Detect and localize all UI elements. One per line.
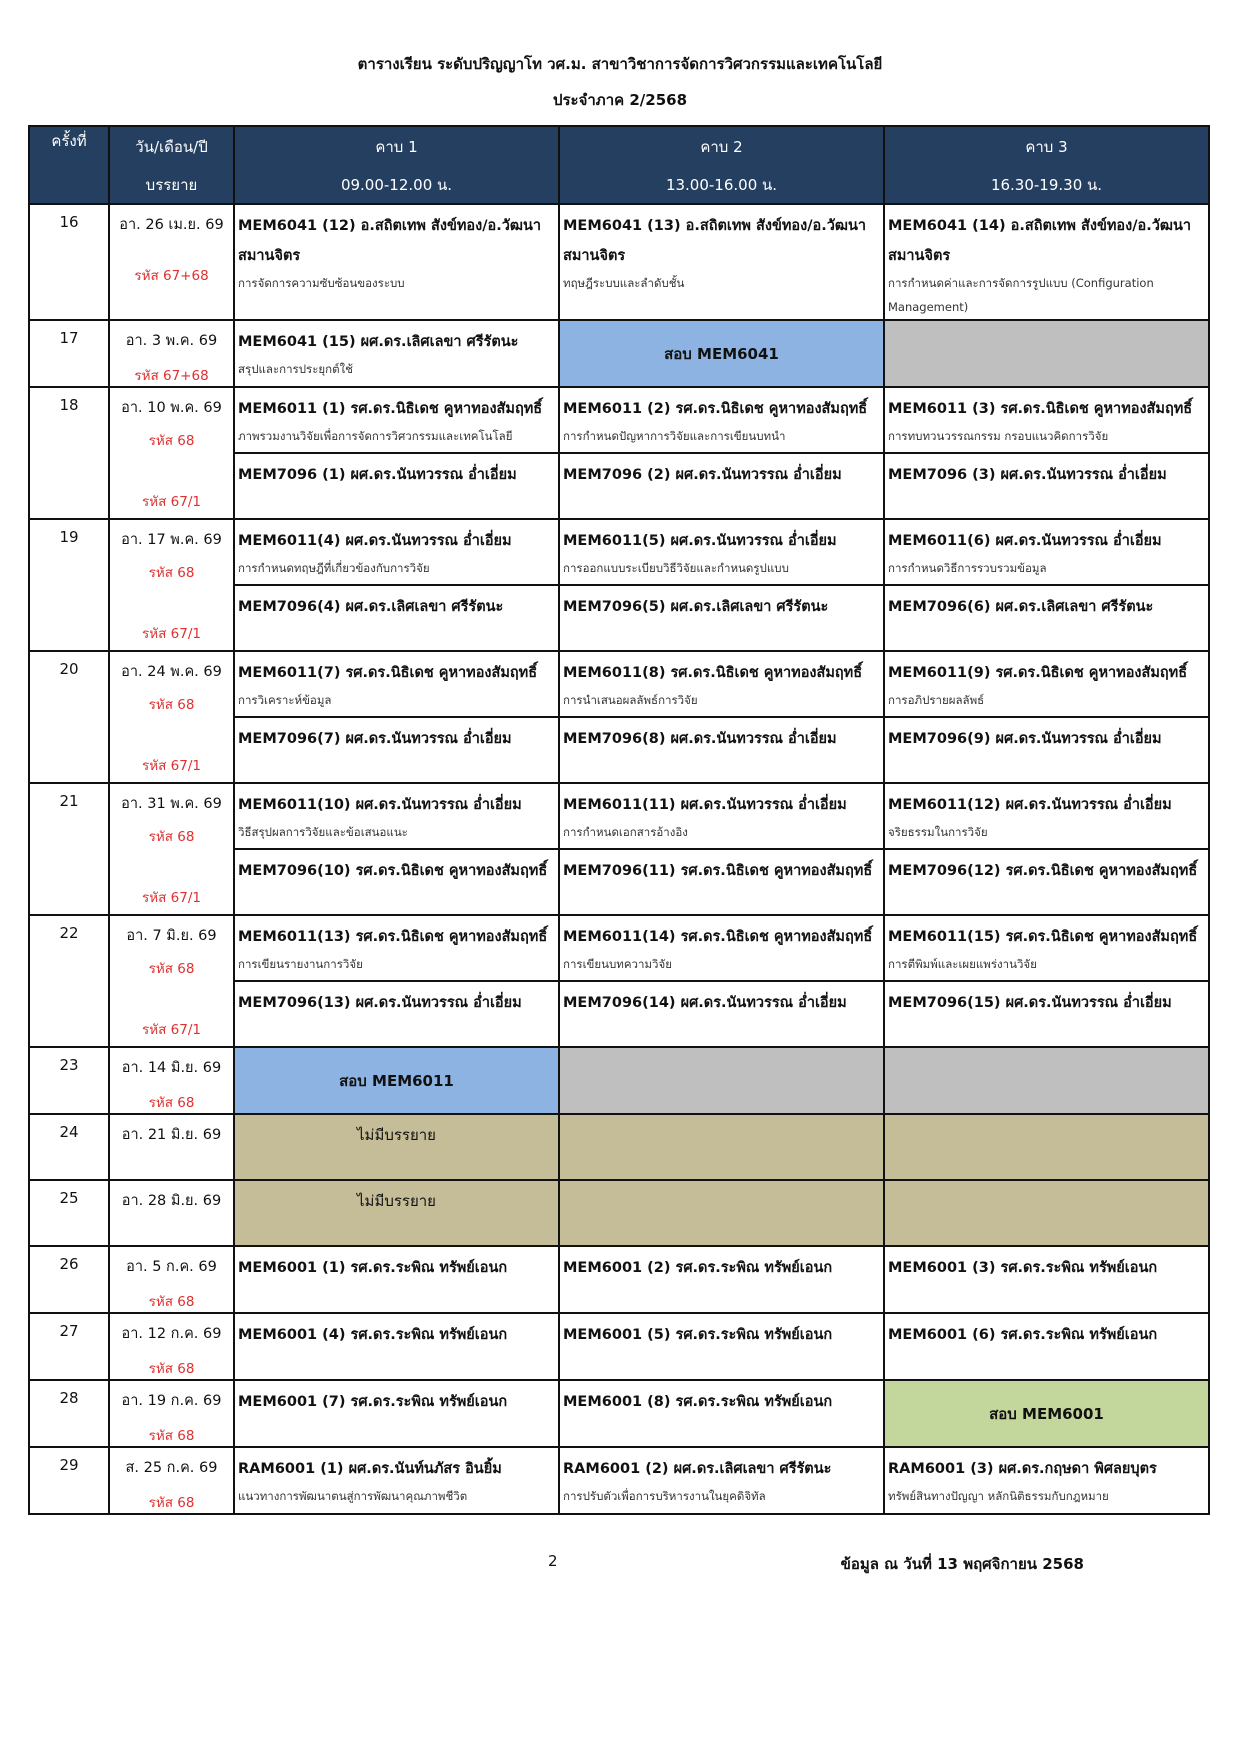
lesson-title: MEM7096(10) รศ.ดร.นิธิเดช คูหาทองสัมฤทธิ์ xyxy=(238,863,548,879)
student-code-secondary: รหัส 67/1 xyxy=(142,1022,201,1038)
session-number: 27 xyxy=(29,1313,109,1380)
lecture-date: อา. 28 มิ.ย. 69 xyxy=(121,1193,222,1209)
data-date-note: ข้อมูล ณ วันที่ 13 พฤศจิกายน 2568 xyxy=(840,1555,1084,1573)
session-number: 22 xyxy=(29,915,109,1047)
lesson-title: MEM6011(6) ผศ.ดร.นันทวรรณ อ่ำเอี่ยม xyxy=(888,533,1162,549)
lecture-date-cell xyxy=(109,519,234,651)
student-code-secondary: รหัส 67/1 xyxy=(142,890,201,906)
lesson-cell xyxy=(884,783,1209,849)
lesson-cell xyxy=(884,981,1209,1047)
semester-subtitle: ประจำภาค 2/2568 xyxy=(552,91,688,109)
session-number: 25 xyxy=(29,1180,109,1246)
session-number: 19 xyxy=(29,519,109,651)
exam-cell: สอบ MEM6041 xyxy=(559,320,884,387)
lesson-cell xyxy=(559,981,884,1047)
lesson-topic: การกำหนดวิธีการรวบรวมข้อมูล xyxy=(888,561,1047,575)
lesson-cell xyxy=(884,651,1209,717)
lesson-title: MEM6041 (14) อ.สถิตเทพ สังข์ทอง/อ.วัฒนา สมานจิตร xyxy=(888,218,1192,264)
schedule-row xyxy=(29,783,1209,849)
schedule-row xyxy=(29,1313,1209,1380)
lecture-date: อา. 10 พ.ค. 69 xyxy=(121,400,222,416)
session-number: 17 xyxy=(29,320,109,387)
lesson-title: RAM6001 (2) ผศ.ดร.เลิศเลขา ศรีรัตนะ xyxy=(563,1461,832,1477)
student-code-secondary: รหัส 67/1 xyxy=(142,494,201,510)
lesson-title: MEM7096(11) รศ.ดร.นิธิเดช คูหาทองสัมฤทธิ์ xyxy=(563,863,873,879)
header-session-no: ครั้งที่ xyxy=(29,126,109,166)
lesson-cell xyxy=(234,585,559,651)
lesson-title: MEM7096(5) ผศ.ดร.เลิศเลขา ศรีรัตนะ xyxy=(563,599,829,615)
student-code: รหัส 68 xyxy=(148,1495,195,1511)
lesson-cell xyxy=(234,519,559,585)
lesson-topic: การกำหนดทฤษฎีที่เกี่ยวข้องกับการวิจัย xyxy=(238,561,430,575)
lesson-title: MEM6001 (1) รศ.ดร.ระพิณ ทรัพย์เอนก xyxy=(238,1260,508,1276)
lesson-topic: การวิเคราะห์ข้อมูล xyxy=(238,693,332,707)
student-code-secondary: รหัส 67/1 xyxy=(142,626,201,642)
header-time-2: 13.00-16.00 น. xyxy=(559,166,884,204)
lesson-title: MEM6011 (3) รศ.ดร.นิธิเดช คูหาทองสัมฤทธิ์ xyxy=(888,401,1193,417)
lesson-cell xyxy=(884,1246,1209,1313)
lesson-topic: สรุปและการประยุกต์ใช้ xyxy=(238,362,353,376)
lesson-topic: การจัดการความซับซ้อนของระบบ xyxy=(238,276,405,290)
lesson-cell xyxy=(234,1447,559,1514)
lesson-topic: การเขียนรายงานการวิจัย xyxy=(238,957,363,971)
exam-cell: สอบ MEM6011 xyxy=(234,1047,559,1114)
exam-cell: สอบ MEM6001 xyxy=(884,1380,1209,1447)
lesson-cell xyxy=(884,1313,1209,1380)
schedule-row xyxy=(29,519,1209,585)
lesson-cell xyxy=(234,204,559,320)
lecture-date: อา. 31 พ.ค. 69 xyxy=(121,796,222,812)
lesson-cell xyxy=(234,783,559,849)
lesson-topic: จริยธรรมในการวิจัย xyxy=(888,825,988,839)
header-period-1: คาบ 1 xyxy=(234,126,559,166)
lesson-topic: การปรับตัวเพื่อการบริหารงานในยุคดิจิทัล xyxy=(563,1489,766,1503)
blank-cell xyxy=(884,1047,1209,1114)
header-time-3: 16.30-19.30 น. xyxy=(884,166,1209,204)
no-lecture-blank xyxy=(884,1180,1209,1246)
lecture-date-cell xyxy=(109,1380,234,1447)
lesson-cell xyxy=(884,519,1209,585)
lecture-date: อา. 14 มิ.ย. 69 xyxy=(121,1060,222,1076)
lesson-topic: การทบทวนวรรณกรรม กรอบแนวคิดการวิจัย xyxy=(888,429,1109,443)
lesson-title: MEM7096(14) ผศ.ดร.นันทวรรณ อ่ำเอี่ยม xyxy=(563,995,847,1011)
lesson-title: MEM6011(8) รศ.ดร.นิธิเดช คูหาทองสัมฤทธิ์ xyxy=(563,665,863,681)
lesson-title: MEM6001 (2) รศ.ดร.ระพิณ ทรัพย์เอนก xyxy=(563,1260,833,1276)
lesson-title: MEM7096(13) ผศ.ดร.นันทวรรณ อ่ำเอี่ยม xyxy=(238,995,522,1011)
lesson-topic: การกำหนดเอกสารอ้างอิง xyxy=(563,825,688,839)
lesson-cell xyxy=(559,453,884,519)
lesson-title: MEM7096 (1) ผศ.ดร.นันทวรรณ อ่ำเอี่ยม xyxy=(238,467,517,483)
lesson-title: MEM6011(9) รศ.ดร.นิธิเดช คูหาทองสัมฤทธิ์ xyxy=(888,665,1188,681)
schedule-row xyxy=(29,1246,1209,1313)
lesson-title: MEM6041 (15) ผศ.ดร.เลิศเลขา ศรีรัตนะ xyxy=(238,334,519,350)
lesson-topic: การเขียนบทความวิจัย xyxy=(563,957,672,971)
header-time-1: 09.00-12.00 น. xyxy=(234,166,559,204)
lesson-title: MEM6001 (7) รศ.ดร.ระพิณ ทรัพย์เอนก xyxy=(238,1394,508,1410)
lesson-title: MEM7096 (2) ผศ.ดร.นันทวรรณ อ่ำเอี่ยม xyxy=(563,467,842,483)
lesson-cell xyxy=(559,1380,884,1447)
lesson-topic: การกำหนดค่าและการจัดการรูปแบบ (Configuration Management) xyxy=(888,276,1154,314)
lecture-date-cell xyxy=(109,1246,234,1313)
lesson-cell xyxy=(559,915,884,981)
lesson-title: MEM6001 (5) รศ.ดร.ระพิณ ทรัพย์เอนก xyxy=(563,1327,833,1343)
lesson-cell xyxy=(234,981,559,1047)
student-code: รหัส 68 xyxy=(148,697,195,713)
session-number: 24 xyxy=(29,1114,109,1180)
header-session-blank xyxy=(29,166,109,204)
document-title: ตารางเรียน ระดับปริญญาโท วศ.ม. สาขาวิชาการจัดการวิศวกรรมและเทคโนโลยี xyxy=(357,55,883,73)
lecture-date-cell xyxy=(109,320,234,387)
lesson-title: MEM7096(12) รศ.ดร.นิธิเดช คูหาทองสัมฤทธิ์ xyxy=(888,863,1198,879)
lesson-cell xyxy=(559,204,884,320)
student-code: รหัส 67+68 xyxy=(134,268,209,284)
lesson-cell xyxy=(559,585,884,651)
lesson-cell xyxy=(559,783,884,849)
lesson-cell xyxy=(559,717,884,783)
lesson-topic: ภาพรวมงานวิจัยเพื่อการจัดการวิศวกรรมและเทคโนโลยี xyxy=(238,429,513,443)
session-number: 18 xyxy=(29,387,109,519)
session-number: 21 xyxy=(29,783,109,915)
lesson-title: MEM6011(10) ผศ.ดร.นันทวรรณ อ่ำเอี่ยม xyxy=(238,797,522,813)
schedule-row xyxy=(29,387,1209,453)
lesson-cell xyxy=(559,387,884,453)
session-number: 23 xyxy=(29,1047,109,1114)
lecture-date-cell xyxy=(109,651,234,783)
schedule-row xyxy=(29,320,1209,387)
lesson-title: MEM6011 (1) รศ.ดร.นิธิเดช คูหาทองสัมฤทธิ์ xyxy=(238,401,543,417)
lesson-topic: การออกแบบระเบียบวิธีวิจัยและกำหนดรูปแบบ xyxy=(563,561,789,575)
student-code: รหัส 68 xyxy=(148,1294,195,1310)
lecture-date: อา. 7 มิ.ย. 69 xyxy=(126,928,217,944)
lesson-topic: การนำเสนอผลลัพธ์การวิจัย xyxy=(563,693,698,707)
lesson-topic: ทรัพย์สินทางปัญญา หลักนิติธรรมกับกฎหมาย xyxy=(888,1489,1109,1503)
session-number: 29 xyxy=(29,1447,109,1514)
lesson-cell xyxy=(559,1313,884,1380)
lesson-title: MEM6011 (2) รศ.ดร.นิธิเดช คูหาทองสัมฤทธิ์ xyxy=(563,401,868,417)
lesson-title: MEM6011(14) รศ.ดร.นิธิเดช คูหาทองสัมฤทธิ์ xyxy=(563,929,873,945)
lesson-cell xyxy=(234,915,559,981)
student-code: รหัส 67+68 xyxy=(134,368,209,384)
lecture-date: ส. 25 ก.ค. 69 xyxy=(125,1460,218,1476)
lesson-topic: วิธีสรุปผลการวิจัยและข้อเสนอแนะ xyxy=(238,825,408,839)
lesson-cell xyxy=(559,1246,884,1313)
schedule-row xyxy=(29,1180,1209,1246)
lesson-topic: ทฤษฎีระบบและลำดับชั้น xyxy=(563,276,685,290)
lesson-cell xyxy=(884,204,1209,320)
blank-cell xyxy=(884,320,1209,387)
lesson-title: MEM6011(11) ผศ.ดร.นันทวรรณ อ่ำเอี่ยม xyxy=(563,797,847,813)
no-lecture-cell: ไม่มีบรรยาย xyxy=(234,1180,559,1246)
header-period-2: คาบ 2 xyxy=(559,126,884,166)
student-code: รหัส 68 xyxy=(148,433,195,449)
lesson-title: MEM6001 (4) รศ.ดร.ระพิณ ทรัพย์เอนก xyxy=(238,1327,508,1343)
lesson-cell xyxy=(884,717,1209,783)
student-code: รหัส 68 xyxy=(148,829,195,845)
schedule-table xyxy=(28,125,1210,1515)
no-lecture-blank xyxy=(884,1114,1209,1180)
lesson-topic: การตีพิมพ์และเผยแพร่งานวิจัย xyxy=(888,957,1037,971)
schedule-body xyxy=(29,204,1209,1514)
lesson-cell xyxy=(884,453,1209,519)
lesson-cell xyxy=(884,387,1209,453)
lesson-title: MEM6011(15) รศ.ดร.นิธิเดช คูหาทองสัมฤทธิ์ xyxy=(888,929,1198,945)
lecture-date: อา. 26 เม.ย. 69 xyxy=(119,217,224,233)
lesson-title: MEM7096(9) ผศ.ดร.นันทวรรณ อ่ำเอี่ยม xyxy=(888,731,1162,747)
session-number: 28 xyxy=(29,1380,109,1447)
lecture-date: อา. 12 ก.ค. 69 xyxy=(121,1326,222,1342)
lesson-cell xyxy=(234,1246,559,1313)
student-code: รหัส 68 xyxy=(148,1428,195,1444)
schedule-row xyxy=(29,1114,1209,1180)
schedule-row xyxy=(29,915,1209,981)
lesson-title: MEM6001 (3) รศ.ดร.ระพิณ ทรัพย์เอนก xyxy=(888,1260,1158,1276)
student-code: รหัส 68 xyxy=(148,1095,195,1111)
lesson-title: MEM6011(12) ผศ.ดร.นันทวรรณ อ่ำเอี่ยม xyxy=(888,797,1172,813)
no-lecture-cell: ไม่มีบรรยาย xyxy=(234,1114,559,1180)
header-period-3: คาบ 3 xyxy=(884,126,1209,166)
lesson-title: MEM7096 (3) ผศ.ดร.นันทวรรณ อ่ำเอี่ยม xyxy=(888,467,1167,483)
lesson-cell xyxy=(234,651,559,717)
no-lecture-blank xyxy=(559,1114,884,1180)
lesson-cell xyxy=(559,519,884,585)
student-code: รหัส 68 xyxy=(148,1361,195,1377)
blank-cell xyxy=(559,1047,884,1114)
session-number: 16 xyxy=(29,204,109,320)
lesson-title: MEM6011(13) รศ.ดร.นิธิเดช คูหาทองสัมฤทธิ์ xyxy=(238,929,548,945)
student-code-secondary: รหัส 67/1 xyxy=(142,758,201,774)
lecture-date: อา. 17 พ.ค. 69 xyxy=(121,532,222,548)
lecture-date: อา. 5 ก.ค. 69 xyxy=(126,1259,217,1275)
lesson-title: RAM6001 (1) ผศ.ดร.นันท์นภัสร อินยิ้ม xyxy=(238,1461,502,1477)
lesson-title: MEM6011(5) ผศ.ดร.นันทวรรณ อ่ำเอี่ยม xyxy=(563,533,837,549)
lesson-title: MEM7096(8) ผศ.ดร.นันทวรรณ อ่ำเอี่ยม xyxy=(563,731,837,747)
header-date: วัน/เดือน/ปี xyxy=(109,126,234,166)
lesson-cell xyxy=(559,849,884,915)
no-lecture-blank xyxy=(559,1180,884,1246)
lecture-date: อา. 21 มิ.ย. 69 xyxy=(121,1127,222,1143)
student-code: รหัส 68 xyxy=(148,565,195,581)
lesson-title: MEM6001 (6) รศ.ดร.ระพิณ ทรัพย์เอนก xyxy=(888,1327,1158,1343)
lesson-topic: การอภิปรายผลลัพธ์ xyxy=(888,693,985,707)
student-code: รหัส 68 xyxy=(148,961,195,977)
lesson-title: MEM7096(6) ผศ.ดร.เลิศเลขา ศรีรัตนะ xyxy=(888,599,1154,615)
lecture-date-cell xyxy=(109,204,234,320)
lecture-date-cell xyxy=(109,1047,234,1114)
lesson-title: MEM7096(4) ผศ.ดร.เลิศเลขา ศรีรัตนะ xyxy=(238,599,504,615)
lecture-date-cell xyxy=(109,1313,234,1380)
lesson-topic: การกำหนดปัญหาการวิจัยและการเขียนบทนำ xyxy=(563,429,786,443)
lesson-title: MEM7096(7) ผศ.ดร.นันทวรรณ อ่ำเอี่ยม xyxy=(238,731,512,747)
lecture-date-cell xyxy=(109,1114,234,1180)
lesson-cell xyxy=(234,320,559,387)
schedule-row xyxy=(29,204,1209,320)
lecture-date-cell xyxy=(109,1180,234,1246)
lesson-title: MEM6041 (12) อ.สถิตเทพ สังข์ทอง/อ.วัฒนา สมานจิตร xyxy=(238,218,542,264)
lesson-cell xyxy=(884,1447,1209,1514)
schedule-row xyxy=(29,1380,1209,1447)
lesson-cell xyxy=(234,453,559,519)
session-number: 20 xyxy=(29,651,109,783)
lecture-date-cell xyxy=(109,1447,234,1514)
lesson-title: MEM6011(7) รศ.ดร.นิธิเดช คูหาทองสัมฤทธิ์ xyxy=(238,665,538,681)
lesson-topic: แนวทางการพัฒนาตนสู่การพัฒนาคุณภาพชีวิต xyxy=(238,1489,468,1503)
lecture-date-cell xyxy=(109,783,234,915)
lesson-cell xyxy=(234,1313,559,1380)
lesson-cell xyxy=(234,1380,559,1447)
lesson-title: RAM6001 (3) ผศ.ดร.กฤษดา พิศลยบุตร xyxy=(888,1461,1157,1477)
lesson-title: MEM6041 (13) อ.สถิตเทพ สังข์ทอง/อ.วัฒนา สมานจิตร xyxy=(563,218,867,264)
page-number: 2 xyxy=(548,1552,558,1570)
lesson-cell xyxy=(234,717,559,783)
schedule-row xyxy=(29,1447,1209,1514)
schedule-row xyxy=(29,1047,1209,1114)
lesson-cell xyxy=(559,651,884,717)
schedule-row xyxy=(29,651,1209,717)
lesson-cell xyxy=(234,387,559,453)
header-lecture: บรรยาย xyxy=(109,166,234,204)
lesson-title: MEM7096(15) ผศ.ดร.นันทวรรณ อ่ำเอี่ยม xyxy=(888,995,1172,1011)
lesson-cell xyxy=(884,849,1209,915)
lecture-date: อา. 19 ก.ค. 69 xyxy=(121,1393,222,1409)
lecture-date: อา. 24 พ.ค. 69 xyxy=(121,664,222,680)
lesson-title: MEM6001 (8) รศ.ดร.ระพิณ ทรัพย์เอนก xyxy=(563,1394,833,1410)
lecture-date-cell xyxy=(109,915,234,1047)
lesson-cell xyxy=(884,585,1209,651)
lecture-date: อา. 3 พ.ค. 69 xyxy=(125,333,218,349)
lesson-cell xyxy=(559,1447,884,1514)
lesson-title: MEM6011(4) ผศ.ดร.นันทวรรณ อ่ำเอี่ยม xyxy=(238,533,512,549)
lesson-cell xyxy=(884,915,1209,981)
session-number: 26 xyxy=(29,1246,109,1313)
lecture-date-cell xyxy=(109,387,234,519)
lesson-cell xyxy=(234,849,559,915)
